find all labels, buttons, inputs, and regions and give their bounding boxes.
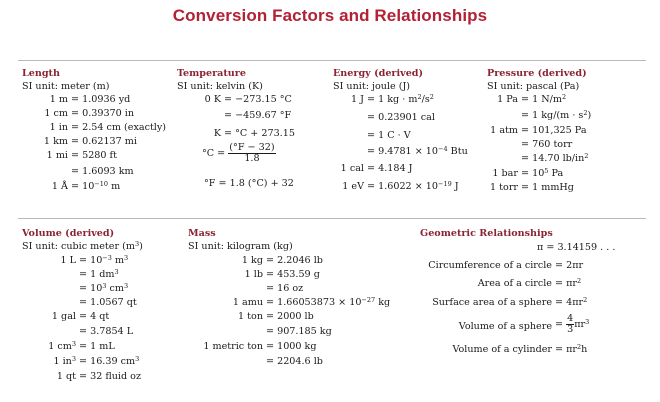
volume-row-right: = 32 fluid oz bbox=[79, 371, 142, 382]
geometry-value bbox=[555, 297, 587, 308]
mass-row-right: = 2204.6 lb bbox=[266, 356, 323, 367]
volume-liter-tail: m bbox=[111, 255, 125, 266]
pressure-row-right bbox=[521, 110, 591, 121]
mass-row-left: 1 ton bbox=[238, 311, 263, 322]
temperature-row-left: 0 K bbox=[204, 94, 221, 105]
volume-si-unit bbox=[22, 241, 143, 252]
mass-heading: Mass bbox=[188, 228, 216, 239]
volume-unit-exp: 3 bbox=[134, 240, 140, 248]
energy-joule-exp2: 2 bbox=[429, 93, 434, 101]
energy-row-right: = 4.184 J bbox=[367, 163, 413, 174]
pressure-kg-value: = 1 kg/(m · s bbox=[521, 110, 584, 121]
mass-row-right: = 453.59 g bbox=[266, 269, 320, 280]
pressure-si-unit: SI unit: pascal (Pa) bbox=[487, 81, 580, 92]
pressure-pa-exp: 2 bbox=[561, 93, 567, 101]
energy-row-right: = 0.23901 cal bbox=[367, 112, 435, 123]
length-heading: Length bbox=[22, 68, 60, 79]
length-row-right: = 2.54 cm (exactly) bbox=[71, 122, 167, 133]
geometry-label: Area of a circle bbox=[477, 278, 552, 289]
volume-unit-post: ) bbox=[139, 241, 143, 252]
volume-in3-value: = 16.39 cm bbox=[79, 356, 136, 367]
volume-row-left bbox=[20, 356, 76, 367]
volume-dm-value: = 1 dm bbox=[79, 269, 115, 280]
sphere-volume-eq: = bbox=[555, 319, 564, 330]
temperature-row-left: K bbox=[213, 128, 221, 139]
volume-cm3-left: 1 cm bbox=[48, 341, 72, 352]
temperature-row-right: = °C + 273.15 bbox=[224, 128, 295, 139]
celsius-fraction bbox=[228, 143, 275, 164]
energy-joule-tail: /s bbox=[421, 94, 430, 105]
geometry-value bbox=[555, 314, 589, 335]
sphere-area-value: = 4πr bbox=[555, 297, 584, 308]
volume-row-right bbox=[79, 255, 128, 266]
volume-row-right: = 1.0567 qt bbox=[79, 297, 137, 308]
energy-ev-value: = 1.6022 × 10 bbox=[367, 181, 439, 192]
sphere-volume-denominator: 3 bbox=[567, 324, 574, 335]
pressure-pa-value: = 1 N/m bbox=[521, 94, 562, 105]
energy-row-left: 1 J bbox=[351, 94, 364, 105]
volume-in3-exp: 3 bbox=[135, 355, 140, 363]
rule-top bbox=[18, 60, 646, 61]
volume-row-left: 1 gal bbox=[51, 311, 76, 322]
length-row-left: 1 cm bbox=[44, 108, 68, 119]
volume-row-right: = 1 mL bbox=[79, 341, 115, 352]
mass-amu-value: = 1.66053873 × 10 bbox=[266, 297, 362, 308]
length-si-unit: SI unit: meter (m) bbox=[22, 81, 110, 92]
celsius-denominator: 1.8 bbox=[244, 153, 260, 164]
geometry-label: Volume of a cylinder bbox=[452, 344, 552, 355]
volume-row-right: = 4 qt bbox=[79, 311, 110, 322]
pressure-bar-exp: 5 bbox=[544, 167, 549, 175]
length-row-left: 1 mi bbox=[46, 150, 68, 161]
volume-row-right bbox=[79, 283, 128, 294]
mass-row-left: 1 kg bbox=[241, 255, 263, 266]
energy-joule-exp: 2 bbox=[417, 93, 422, 101]
geometry-label: Circumference of a circle bbox=[428, 260, 552, 271]
mass-row-left: 1 metric ton bbox=[203, 341, 263, 352]
pressure-row-right bbox=[521, 168, 563, 179]
length-row-right: = 0.39370 in bbox=[71, 108, 135, 119]
length-row-right: = 1.0936 yd bbox=[71, 94, 131, 105]
cylinder-volume-value: = πr bbox=[555, 344, 577, 355]
volume-row-left: 1 qt bbox=[56, 371, 76, 382]
circle-area-exp: 2 bbox=[576, 277, 582, 285]
sphere-volume-exp: 3 bbox=[585, 318, 590, 326]
volume-liter-exp: −3 bbox=[102, 254, 112, 262]
length-row-right bbox=[71, 181, 120, 192]
fahrenheit-formula: °F = 1.8 (°C) + 32 bbox=[204, 178, 294, 189]
volume-liter-value: = 10 bbox=[79, 255, 103, 266]
energy-ev-tail: J bbox=[451, 181, 459, 192]
sphere-area-exp: 2 bbox=[583, 296, 588, 304]
pressure-kg-tail: ) bbox=[587, 110, 592, 121]
length-row-right: = 0.62137 mi bbox=[71, 136, 137, 147]
volume-cm3-left-exp: 3 bbox=[71, 340, 76, 348]
volume-row-right: = 3.7854 L bbox=[79, 326, 134, 337]
temperature-heading: Temperature bbox=[177, 68, 246, 79]
celsius-lhs: °C = bbox=[202, 148, 226, 159]
volume-dm-exp: 3 bbox=[114, 268, 119, 276]
length-row-left: 1 m bbox=[49, 94, 68, 105]
temperature-row-right: = −459.67 °F bbox=[224, 110, 292, 121]
length-row-right: = 1.6093 km bbox=[71, 166, 134, 177]
mass-amu-tail: kg bbox=[375, 297, 391, 308]
pressure-row-left: 1 torr bbox=[490, 182, 518, 193]
length-angstrom-exp: −10 bbox=[94, 180, 109, 188]
mass-row-left: 1 amu bbox=[232, 297, 263, 308]
pressure-row-right bbox=[521, 94, 566, 105]
rule-middle bbox=[18, 218, 646, 219]
volume-cm-exp: 3 bbox=[102, 282, 107, 290]
volume-heading: Volume (derived) bbox=[22, 228, 115, 239]
energy-btu-value: = 9.4781 × 10 bbox=[367, 146, 439, 157]
mass-row-right: = 2000 lb bbox=[266, 311, 314, 322]
pressure-psi-exp: 2 bbox=[584, 152, 589, 160]
pressure-psi-value: = 14.70 lb/in bbox=[521, 153, 585, 164]
pressure-row-right: = 101,325 Pa bbox=[521, 125, 587, 136]
volume-cm-exp2: 3 bbox=[123, 282, 129, 290]
length-row-right: = 5280 ft bbox=[71, 150, 117, 161]
pressure-bar-value: = 10 bbox=[521, 168, 545, 179]
energy-heading: Energy (derived) bbox=[333, 68, 424, 79]
pressure-row-right: = 1 mmHg bbox=[521, 182, 574, 193]
energy-row-right bbox=[367, 146, 468, 157]
volume-liter-exp2: 3 bbox=[124, 254, 129, 262]
energy-btu-exp: −4 bbox=[438, 145, 448, 153]
celsius-numerator: (°F − 32) bbox=[229, 142, 275, 153]
volume-in3-left: 1 in bbox=[53, 356, 72, 367]
pressure-row-right bbox=[521, 153, 588, 164]
mass-row-right: = 16 oz bbox=[266, 283, 304, 294]
geometry-label: Volume of a sphere bbox=[458, 321, 552, 332]
volume-cm-tail: cm bbox=[106, 283, 124, 294]
pi-value: π = 3.14159 . . . bbox=[537, 242, 616, 253]
geometry-heading: Geometric Relationships bbox=[420, 228, 553, 239]
circle-area-value: = πr bbox=[555, 278, 577, 289]
mass-row-right: = 1000 kg bbox=[266, 341, 317, 352]
geometry-value bbox=[555, 278, 581, 289]
energy-si-unit: SI unit: joule (J) bbox=[333, 81, 411, 92]
energy-row-left: 1 eV bbox=[342, 181, 364, 192]
volume-in3-left-exp: 3 bbox=[71, 355, 76, 363]
geometry-label: Surface area of a sphere bbox=[432, 297, 552, 308]
energy-row-right: = 1 C · V bbox=[367, 130, 411, 141]
pressure-bar-tail: Pa bbox=[548, 168, 564, 179]
length-row-left: 1 km bbox=[43, 136, 68, 147]
mass-row-right: = 907.185 kg bbox=[266, 326, 332, 337]
mass-si-unit: SI unit: kilogram (kg) bbox=[188, 241, 293, 252]
temperature-row-right: = −273.15 °C bbox=[224, 94, 292, 105]
sphere-volume-tail: πr bbox=[574, 319, 586, 330]
geometry-value bbox=[555, 344, 587, 355]
energy-row-left: 1 cal bbox=[340, 163, 364, 174]
volume-row-right bbox=[79, 269, 119, 280]
pressure-row-left: 1 bar bbox=[492, 168, 518, 179]
length-row-left: 1 in bbox=[49, 122, 68, 133]
temperature-si-unit: SI unit: kelvin (K) bbox=[177, 81, 263, 92]
page-title: Conversion Factors and Relationships bbox=[172, 6, 488, 25]
pressure-row-left: 1 atm bbox=[490, 125, 518, 136]
mass-row-right bbox=[266, 297, 390, 308]
energy-joule-value: = 1 kg · m bbox=[367, 94, 418, 105]
length-row-left: 1 Å bbox=[51, 181, 68, 192]
energy-row-right bbox=[367, 94, 434, 105]
length-angstrom-unit: m bbox=[108, 181, 121, 192]
cylinder-volume-exp: 2 bbox=[576, 343, 582, 351]
energy-btu-tail: Btu bbox=[447, 146, 468, 157]
mass-amu-exp: −27 bbox=[361, 296, 376, 304]
mass-row-left: 1 lb bbox=[244, 269, 263, 280]
celsius-formula bbox=[202, 143, 276, 164]
cylinder-volume-tail: h bbox=[581, 344, 588, 355]
energy-row-right bbox=[367, 181, 459, 192]
sphere-volume-fraction bbox=[566, 314, 574, 335]
volume-row-left bbox=[20, 341, 76, 352]
volume-row-left: 1 L bbox=[60, 255, 76, 266]
pressure-row-left: 1 Pa bbox=[497, 94, 518, 105]
mass-row-right: = 2.2046 lb bbox=[266, 255, 323, 266]
sphere-volume-numerator: 4 bbox=[567, 313, 574, 324]
length-angstrom-value: = 10 bbox=[71, 181, 95, 192]
geometry-value: = 2πr bbox=[555, 260, 584, 271]
pressure-row-right: = 760 torr bbox=[521, 139, 573, 150]
volume-row-right bbox=[79, 356, 139, 367]
pressure-heading: Pressure (derived) bbox=[487, 68, 587, 79]
energy-ev-exp: −19 bbox=[438, 180, 452, 188]
pressure-kg-exp: 2 bbox=[583, 109, 588, 117]
volume-unit-pre: SI unit: cubic meter (m bbox=[22, 241, 135, 252]
volume-cm-value: = 10 bbox=[79, 283, 103, 294]
